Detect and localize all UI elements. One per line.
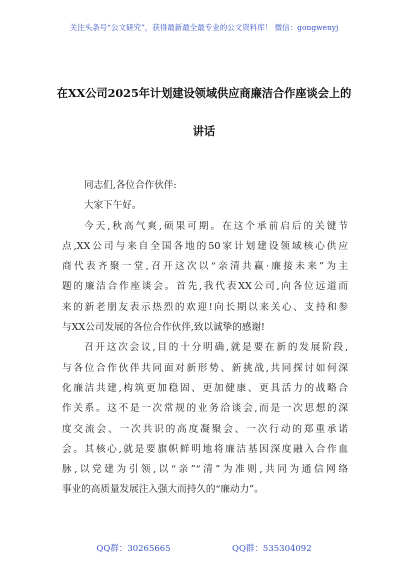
paragraph-line: 今天,秋高气爽,硕果可期。在这个承前启后的关键节: [84, 220, 348, 232]
speech-body: [62, 176, 348, 501]
paragraph-line: 来的新老朋友表示热烈的欢迎!向长期以来关心、支持和参: [62, 301, 348, 313]
paragraph-line: 题的廉洁合作座谈会。首先,我代表XX公司,向各位远道而: [62, 281, 348, 293]
paragraph-line: 度交流会、一次共识的高度凝聚会、一次行动的郑重承诺: [62, 423, 348, 435]
footer-contact: [0, 542, 408, 554]
paragraph-line: 作关系。这不是一次常规的业务洽谈会,而是一次思想的深: [62, 403, 348, 415]
paragraph-line: 点,XX公司与来自全国各地的50家计划建设领域核心供应: [62, 240, 348, 252]
paragraph-line: 化廉洁共建,构筑更加稳固、更加健康、更具活力的战略合: [62, 382, 348, 394]
footer-qq-group-2: QQ群：535304092: [232, 544, 312, 554]
paragraph-line: 与各位合作伙伴共同面对新形势、新挑战,共同探讨如何深: [62, 362, 348, 374]
footer-qq-group-1: QQ群：30265665: [96, 544, 171, 554]
paragraph-line: 脉,以党建为引领,以“亲”“清”为准则,共同为通信网络: [62, 464, 348, 476]
paragraph-line: 事业的高质量发展注入强大而持久的“廉动力”。: [62, 484, 264, 496]
paragraph-line: 与XX公司发展的各位合作伙伴,致以诚挚的感谢!: [62, 322, 265, 334]
header-banner: 关注头条号“公文研究”，获得最新最全最专业的公文资料库！ 微信：gongwenyj: [69, 23, 339, 32]
paragraph-line: 会。其核心,就是要旗帜鲜明地将廉洁基因深度融入合作血: [62, 443, 348, 455]
greeting: 大家下午好。: [84, 200, 142, 212]
paragraph-line: 召开这次会议,目的十分明确,就是要在新的发展阶段,: [84, 342, 348, 354]
salutation: 同志们,各位合作伙伴:: [84, 180, 177, 191]
document-title: 在XX公司2025年计划建设领域供应商廉洁合作座谈会上的: [56, 86, 352, 100]
paragraph-line: 商代表齐聚一堂,召开这次以“亲清共赢·廉接未来”为主: [62, 261, 348, 273]
document-title-continued: 讲话: [192, 124, 216, 138]
